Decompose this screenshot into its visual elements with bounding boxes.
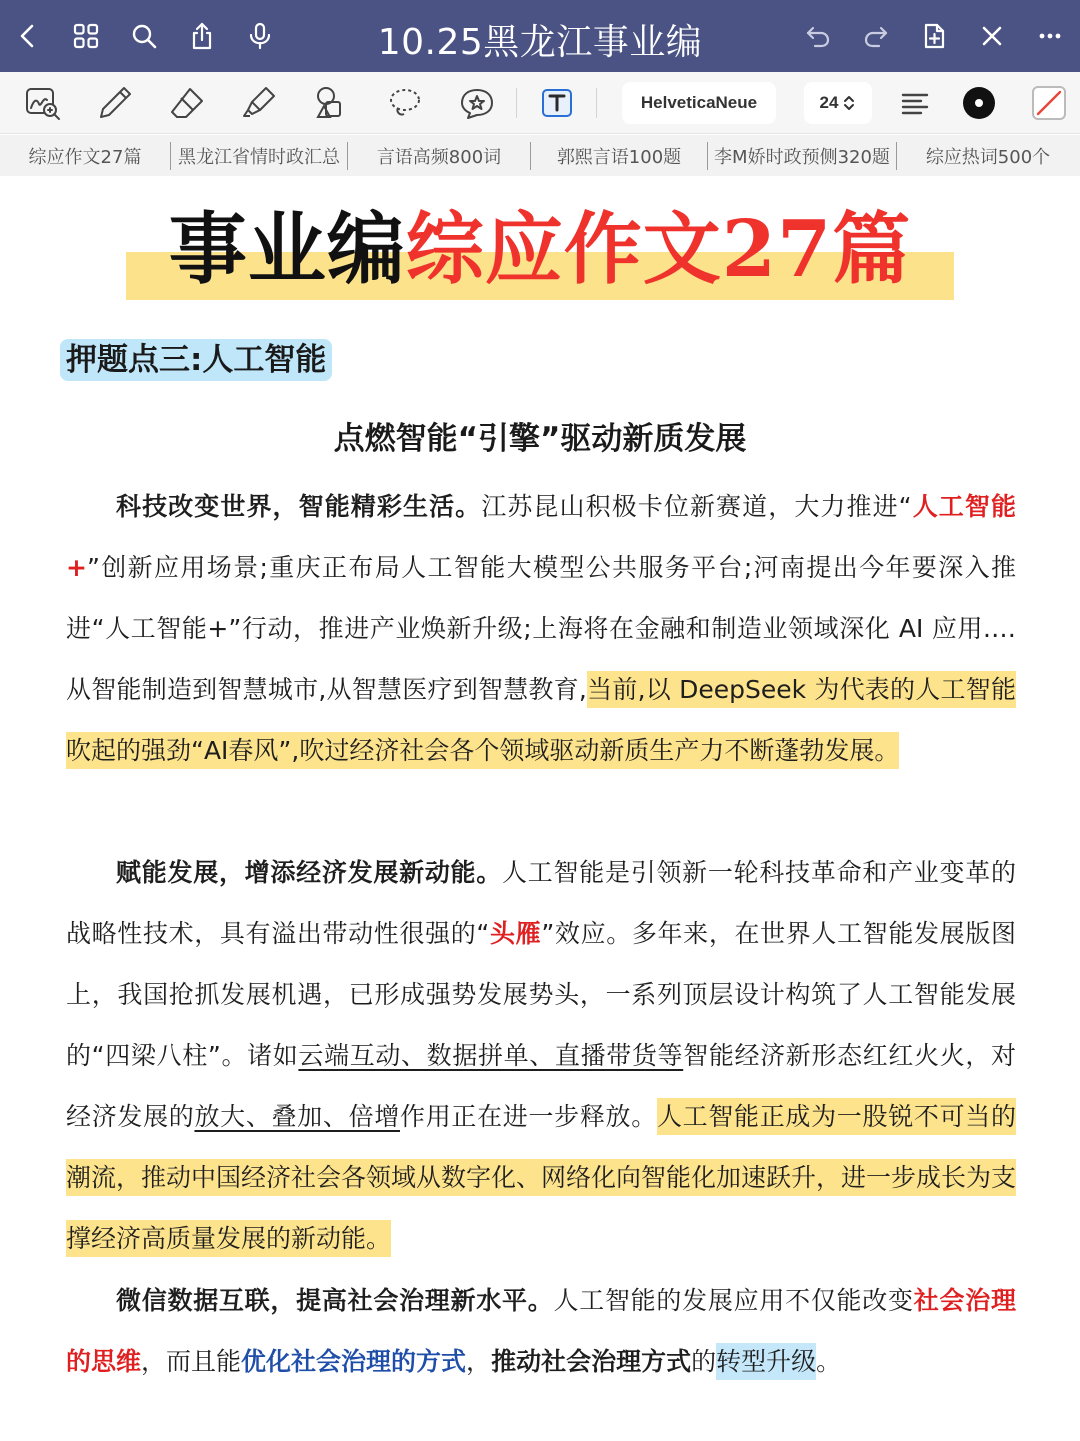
p3-red-1: 社会治理的思维 [66, 1286, 1016, 1376]
topic-subheading: 押题点三:人工智能 [60, 339, 332, 381]
p1-lead: 科技改变世界，智能精彩生活。 [116, 492, 482, 521]
p2-text-1: 人工智能是引领新一轮科技革命和产业变革的战略性技术，具有溢出带动性很强的“ [66, 858, 1016, 948]
back-icon[interactable] [8, 16, 48, 56]
p1-text-2: ”创新应用场景;重庆正布局人工智能大模型公共服务平台;河南提出今年要深入推进“人工智能+”行动，推进产业焕新升级;上海将在金融和制造业领域深化 AI 应用.…从智能制造到智慧城市,从智慧医疗到智慧教育, [66, 553, 1016, 704]
p1-text-1: 江苏昆山积极卡位新赛道，大力推进“ [481, 492, 912, 521]
drawing-toolbar [0, 72, 1080, 134]
tab-province-news[interactable]: 黑龙江省情时政汇总 [178, 146, 340, 168]
p2-text-2: ”效应。多年来，在世界人工智能发展版图上，我国抢抓发展机遇，已形成强势发展势头，一系列顶层设计构筑了人工智能发展的“四梁八柱”。诸如 [66, 919, 1016, 1070]
document-title: 10.25黑龙江事业编 [377, 22, 703, 63]
essay-title: 点燃智能“引擎”驱动新质发展 [326, 414, 755, 464]
shapes-icon[interactable] [310, 82, 352, 124]
p3-blue-1: 优化社会治理的方式 [241, 1347, 467, 1376]
eraser-icon[interactable] [166, 82, 208, 124]
p2-underline-1: 云端互动、数据拼单、直播带货等 [298, 1041, 684, 1070]
no-fill-icon[interactable] [1028, 82, 1070, 124]
p3-text-2: ，而且能 [141, 1347, 242, 1376]
p2-text-3: 智能经济新形态红红火火，对经济发展的 [66, 1041, 1016, 1131]
banner-title-red: 综应作文27篇 [405, 204, 912, 295]
lasso-icon[interactable] [384, 82, 426, 124]
undo-icon[interactable] [798, 16, 838, 56]
p2-highlight: 人工智能正成为一股锐不可当的潮流，推动中国经济社会各领域从数字化、网络化向智能化加速跃升，进一步成长为支撑经济高质量发展的新动能。 [66, 1098, 1016, 1257]
tab-hot-words[interactable]: 综应热词500个 [925, 146, 1051, 168]
sticker-icon[interactable] [456, 82, 498, 124]
mic-icon[interactable] [240, 16, 280, 56]
image-zoom-icon[interactable] [22, 82, 64, 124]
p2-red-1: 头雁 [489, 919, 542, 948]
document-page [0, 176, 1080, 1441]
tab-vocab[interactable]: 言语高频800词 [376, 146, 502, 168]
paragraph-1 [66, 476, 1016, 781]
color-swatch[interactable] [958, 82, 1000, 124]
p2-underline-2: 放大、叠加、倍增 [194, 1102, 401, 1131]
redo-icon[interactable] [856, 16, 896, 56]
p1-red-1: 人工智能+ [66, 492, 1016, 582]
p3-text-5: 。 [816, 1347, 842, 1376]
essay-title-row [0, 414, 1080, 464]
toolbar-divider [596, 88, 597, 118]
p1-highlight: 当前,以 DeepSeek 为代表的人工智能吹起的强劲“AI春风”,吹过经济社会各个领域驱动新质生产力不断蓬勃发展。 [66, 671, 1016, 769]
close-icon[interactable] [972, 16, 1012, 56]
p2-lead: 赋能发展，增添经济发展新动能。 [116, 858, 503, 887]
banner-title-black: 事业编 [168, 204, 406, 295]
p3-highlight: 转型升级 [716, 1343, 816, 1380]
p3-text-3: ， [466, 1347, 492, 1376]
paragraph-2 [66, 842, 1016, 1269]
p3-lead: 微信数据互联，提高社会治理新水平。 [116, 1286, 554, 1315]
title-banner [126, 200, 954, 300]
add-page-icon[interactable] [914, 16, 954, 56]
search-icon[interactable] [124, 16, 164, 56]
p3-text-4: 的 [691, 1347, 717, 1376]
pen-icon[interactable] [94, 82, 136, 124]
p2-text-4: 作用正在进一步释放。 [400, 1102, 657, 1131]
font-size-selector[interactable] [804, 82, 872, 124]
align-icon[interactable] [894, 82, 936, 124]
p3-text-1: 人工智能的发展应用不仅能改变 [553, 1286, 914, 1315]
toolbar-divider [516, 88, 517, 118]
tab-essay[interactable]: 综应作文27篇 [28, 146, 142, 168]
more-icon[interactable] [1030, 16, 1070, 56]
font-size-value: 24 [819, 93, 839, 112]
grid-icon[interactable] [66, 16, 106, 56]
paragraph-3 [66, 1270, 1016, 1392]
p3-bold-1: 推动社会治理方式 [491, 1347, 692, 1376]
up-down-chevron-icon [842, 93, 856, 113]
banner-title [126, 200, 954, 300]
tab-verbal-questions[interactable]: 郭熙言语100题 [556, 146, 682, 168]
tab-politics-questions[interactable]: 李M娇时政预侧320题 [714, 146, 890, 168]
share-icon[interactable] [182, 16, 222, 56]
text-tool-icon[interactable] [536, 82, 578, 124]
top-navigation-bar [0, 0, 1080, 72]
document-tabs [0, 135, 1080, 176]
highlighter-icon[interactable] [238, 82, 280, 124]
font-family-selector[interactable]: HelveticaNeue [622, 82, 776, 124]
